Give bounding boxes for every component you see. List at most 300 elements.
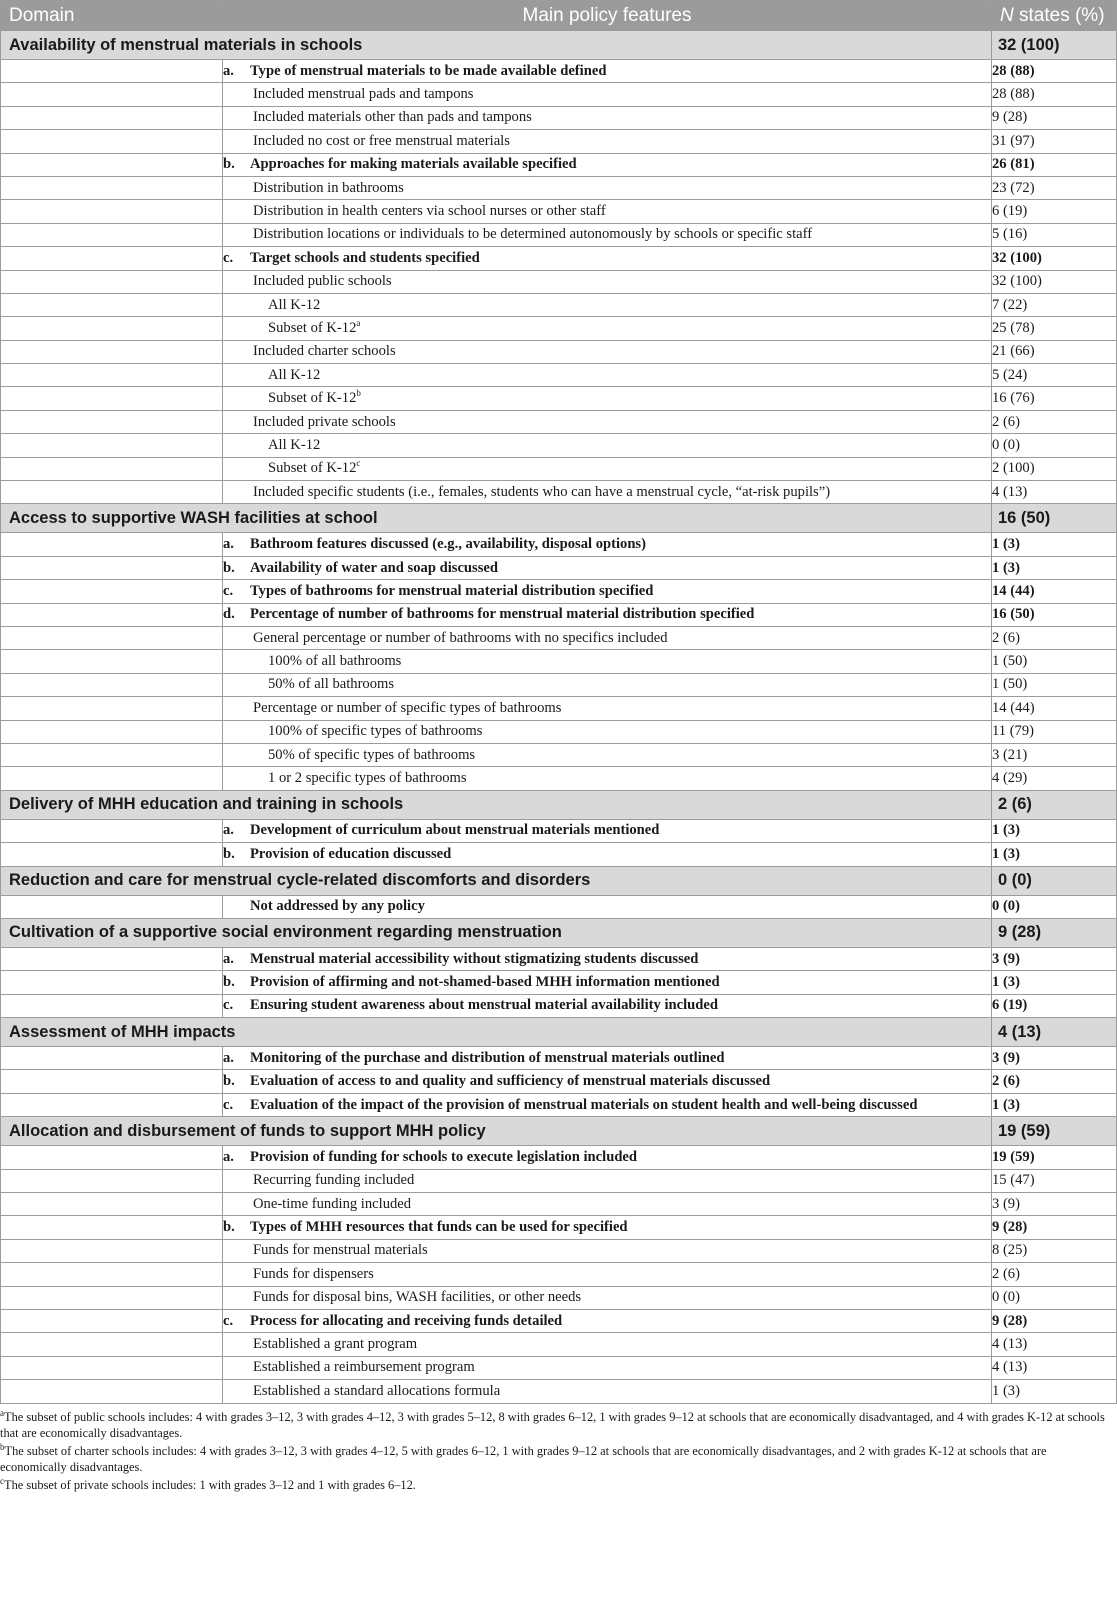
domain-cell-empty — [1, 247, 223, 270]
feature-cell — [223, 1380, 992, 1403]
feature-text: Provision of education discussed — [250, 845, 452, 862]
domain-cell-empty — [1, 720, 223, 743]
feature-row — [1, 1286, 1117, 1309]
footnote — [0, 1409, 1111, 1442]
n-states-cell: 26 (81) — [992, 153, 1117, 176]
feature-row — [1, 994, 1117, 1017]
feature-row — [1, 533, 1117, 556]
domain-cell-empty — [1, 153, 223, 176]
feature-row — [1, 819, 1117, 842]
feature-row — [1, 176, 1117, 199]
n-states-cell: 4 (13) — [992, 1333, 1117, 1356]
n-states-cell: 1 (3) — [992, 1380, 1117, 1403]
feature-row — [1, 580, 1117, 603]
feature-marker: b. — [223, 845, 235, 862]
feature-text: Type of menstrual materials to be made available defined — [250, 62, 607, 79]
domain-row — [1, 866, 1117, 895]
feature-cell — [223, 270, 992, 293]
feature-text: 50% of all bathrooms — [268, 676, 395, 693]
domain-n-states: 4 (13) — [992, 1018, 1117, 1047]
feature-row — [1, 626, 1117, 649]
domain-cell-empty — [1, 1356, 223, 1379]
domain-title: Availability of menstrual materials in schools — [1, 31, 992, 60]
feature-cell — [223, 387, 992, 410]
domain-cell-empty — [1, 533, 223, 556]
feature-marker: a. — [223, 536, 234, 553]
domain-n-states: 19 (59) — [992, 1117, 1117, 1146]
feature-text: Distribution locations or individuals to be determined autonomously by schools or specific staff — [253, 226, 813, 243]
domain-cell-empty — [1, 1380, 223, 1403]
feature-marker: c. — [223, 1096, 234, 1113]
feature-text: Subset of K-12 — [268, 460, 357, 477]
domain-cell-empty — [1, 1333, 223, 1356]
feature-text: Evaluation of the impact of the provision of menstrual materials on student health and well-being discussed — [250, 1096, 918, 1113]
feature-cell — [223, 843, 992, 866]
n-states-cell: 2 (6) — [992, 1263, 1117, 1286]
feature-row — [1, 1047, 1117, 1070]
n-states-cell: 19 (59) — [992, 1146, 1117, 1169]
domain-title: Delivery of MHH education and training in schools — [1, 790, 992, 819]
domain-cell-empty — [1, 1309, 223, 1332]
feature-marker: c. — [223, 1312, 234, 1329]
feature-cell — [223, 947, 992, 970]
footnote-ref: a — [356, 318, 361, 329]
domain-cell-empty — [1, 994, 223, 1017]
feature-text: Recurring funding included — [253, 1172, 415, 1189]
feature-row — [1, 720, 1117, 743]
footnote-mark: b — [0, 1441, 5, 1452]
feature-row — [1, 153, 1117, 176]
feature-text: Ensuring student awareness about menstrual material availability included — [250, 997, 718, 1014]
n-states-cell: 3 (9) — [992, 1193, 1117, 1216]
n-states-cell: 9 (28) — [992, 106, 1117, 129]
feature-row — [1, 1193, 1117, 1216]
feature-cell — [223, 1286, 992, 1309]
feature-text: One-time funding included — [253, 1195, 412, 1212]
domain-cell-empty — [1, 130, 223, 153]
feature-cell — [223, 697, 992, 720]
feature-text: Included charter schools — [253, 343, 396, 360]
n-states-cell: 0 (0) — [992, 895, 1117, 918]
feature-row — [1, 650, 1117, 673]
domain-cell-empty — [1, 743, 223, 766]
footnote-ref: b — [356, 388, 361, 399]
feature-text: Types of MHH resources that funds can be used for specified — [250, 1219, 628, 1236]
feature-cell — [223, 1239, 992, 1262]
feature-cell — [223, 1263, 992, 1286]
header-n-rest: states (%) — [1013, 4, 1105, 26]
domain-row — [1, 790, 1117, 819]
feature-cell — [223, 1146, 992, 1169]
feature-cell — [223, 673, 992, 696]
footnote — [0, 1477, 1111, 1494]
feature-cell — [223, 153, 992, 176]
domain-cell-empty — [1, 83, 223, 106]
n-states-cell: 2 (6) — [992, 410, 1117, 433]
feature-text: General percentage or number of bathrooms with no specifics included — [253, 629, 668, 646]
feature-text: 1 or 2 specific types of bathrooms — [268, 770, 467, 787]
feature-marker: b. — [223, 1073, 235, 1090]
feature-row — [1, 223, 1117, 246]
n-states-cell: 9 (28) — [992, 1216, 1117, 1239]
feature-text: Provision of affirming and not-shamed-based MHH information mentioned — [250, 973, 720, 990]
feature-row — [1, 83, 1117, 106]
n-states-cell: 2 (6) — [992, 626, 1117, 649]
feature-text: Included materials other than pads and tampons — [253, 109, 532, 126]
header-n-states — [992, 1, 1117, 31]
domain-cell-empty — [1, 1216, 223, 1239]
feature-marker: b. — [223, 973, 235, 990]
feature-cell — [223, 556, 992, 579]
domain-cell-empty — [1, 697, 223, 720]
domain-cell-empty — [1, 387, 223, 410]
feature-row — [1, 1263, 1117, 1286]
feature-row — [1, 1070, 1117, 1093]
feature-cell — [223, 60, 992, 83]
domain-title: Access to supportive WASH facilities at school — [1, 504, 992, 533]
feature-row — [1, 1146, 1117, 1169]
n-states-cell: 31 (97) — [992, 130, 1117, 153]
domain-cell-empty — [1, 947, 223, 970]
feature-row — [1, 410, 1117, 433]
feature-cell — [223, 743, 992, 766]
feature-cell — [223, 1309, 992, 1332]
feature-cell — [223, 580, 992, 603]
domain-cell-empty — [1, 364, 223, 387]
feature-cell — [223, 364, 992, 387]
domain-title: Cultivation of a supportive social environment regarding menstruation — [1, 918, 992, 947]
feature-text: Included public schools — [253, 273, 392, 290]
domain-title: Allocation and disbursement of funds to support MHH policy — [1, 1117, 992, 1146]
n-states-cell: 16 (50) — [992, 603, 1117, 626]
domain-cell-empty — [1, 434, 223, 457]
feature-row — [1, 1356, 1117, 1379]
domain-cell-empty — [1, 819, 223, 842]
feature-row — [1, 673, 1117, 696]
domain-cell-empty — [1, 580, 223, 603]
n-states-cell: 1 (3) — [992, 556, 1117, 579]
feature-row — [1, 317, 1117, 340]
feature-cell — [223, 434, 992, 457]
feature-text: 50% of specific types of bathrooms — [268, 746, 476, 763]
feature-cell — [223, 626, 992, 649]
feature-text: Not addressed by any policy — [250, 898, 425, 915]
feature-text: Funds for disposal bins, WASH facilities, or other needs — [253, 1289, 582, 1306]
feature-text: Established a reimbursement program — [253, 1359, 475, 1376]
n-states-cell: 0 (0) — [992, 1286, 1117, 1309]
n-states-cell: 16 (76) — [992, 387, 1117, 410]
domain-row — [1, 1018, 1117, 1047]
feature-text: Bathroom features discussed (e.g., availability, disposal options) — [250, 536, 646, 553]
feature-text: 100% of all bathrooms — [268, 653, 402, 670]
feature-text: Types of bathrooms for menstrual material distribution specified — [250, 582, 654, 599]
feature-cell — [223, 1356, 992, 1379]
feature-row — [1, 1093, 1117, 1116]
feature-text: 100% of specific types of bathrooms — [268, 723, 483, 740]
feature-cell — [223, 106, 992, 129]
domain-n-states: 0 (0) — [992, 866, 1117, 895]
n-states-cell: 3 (9) — [992, 947, 1117, 970]
n-states-cell: 28 (88) — [992, 60, 1117, 83]
feature-marker: a. — [223, 62, 234, 79]
n-states-cell: 14 (44) — [992, 580, 1117, 603]
feature-row — [1, 947, 1117, 970]
feature-text: Availability of water and soap discussed — [250, 559, 498, 576]
feature-cell — [223, 1333, 992, 1356]
feature-row — [1, 971, 1117, 994]
domain-cell-empty — [1, 1146, 223, 1169]
domain-cell-empty — [1, 1070, 223, 1093]
feature-cell — [223, 176, 992, 199]
feature-cell — [223, 83, 992, 106]
feature-marker: b. — [223, 156, 235, 173]
n-states-cell: 1 (50) — [992, 650, 1117, 673]
domain-cell-empty — [1, 843, 223, 866]
feature-marker: c. — [223, 582, 234, 599]
domain-n-states: 32 (100) — [992, 31, 1117, 60]
feature-text: Evaluation of access to and quality and sufficiency of menstrual materials discussed — [250, 1073, 771, 1090]
domain-row — [1, 918, 1117, 947]
n-states-cell: 4 (29) — [992, 767, 1117, 790]
feature-text: Funds for menstrual materials — [253, 1242, 428, 1259]
feature-cell — [223, 720, 992, 743]
feature-marker: a. — [223, 822, 234, 839]
feature-row — [1, 60, 1117, 83]
domain-cell-empty — [1, 1047, 223, 1070]
domain-cell-empty — [1, 457, 223, 480]
n-states-cell: 1 (3) — [992, 533, 1117, 556]
feature-cell — [223, 1216, 992, 1239]
feature-cell — [223, 819, 992, 842]
feature-text: Provision of funding for schools to execute legislation included — [250, 1148, 638, 1165]
n-states-cell: 9 (28) — [992, 1309, 1117, 1332]
n-states-cell: 15 (47) — [992, 1169, 1117, 1192]
feature-text: Subset of K-12 — [268, 319, 357, 336]
footnote — [0, 1443, 1111, 1476]
feature-cell — [223, 767, 992, 790]
feature-cell — [223, 317, 992, 340]
feature-cell — [223, 247, 992, 270]
n-states-cell: 5 (16) — [992, 223, 1117, 246]
domain-n-states: 9 (28) — [992, 918, 1117, 947]
feature-marker: a. — [223, 1148, 234, 1165]
feature-text: Development of curriculum about menstrual materials mentioned — [250, 822, 660, 839]
feature-marker: a. — [223, 1049, 234, 1066]
footnote-text: The subset of public schools includes: 4 with grades 3–12, 3 with grades 4–12, 3 with grades 5–12, 8 with grades 6–12, 1 with grades 9–12 at schools that are economically disadvantaged, and 4 with grades K-12 at schools that are economically disadvantages. — [0, 1409, 1105, 1441]
domain-cell-empty — [1, 293, 223, 316]
feature-cell — [223, 895, 992, 918]
feature-text: Included specific students (i.e., females, students who can have a menstrual cycle, “at-risk pupils”) — [253, 483, 831, 500]
footnote-mark: c — [0, 1475, 4, 1486]
domain-cell-empty — [1, 340, 223, 363]
feature-row — [1, 603, 1117, 626]
n-states-cell: 0 (0) — [992, 434, 1117, 457]
n-states-cell: 32 (100) — [992, 270, 1117, 293]
feature-cell — [223, 200, 992, 223]
feature-cell — [223, 971, 992, 994]
domain-title: Assessment of MHH impacts — [1, 1018, 992, 1047]
n-states-cell: 7 (22) — [992, 293, 1117, 316]
header-domain: Domain — [1, 1, 223, 31]
domain-cell-empty — [1, 481, 223, 504]
feature-text: Included private schools — [253, 413, 396, 430]
feature-marker: c. — [223, 249, 234, 266]
feature-row — [1, 697, 1117, 720]
n-states-cell: 6 (19) — [992, 200, 1117, 223]
feature-text: Included menstrual pads and tampons — [253, 86, 474, 103]
feature-text: Distribution in health centers via school nurses or other staff — [253, 203, 606, 220]
feature-text: Monitoring of the purchase and distribution of menstrual materials outlined — [250, 1049, 725, 1066]
feature-cell — [223, 533, 992, 556]
feature-cell — [223, 410, 992, 433]
table-header-row — [1, 1, 1117, 31]
domain-cell-empty — [1, 410, 223, 433]
feature-marker: c. — [223, 997, 234, 1014]
footnote-text: The subset of private schools includes: 1 with grades 3–12 and 1 with grades 6–12. — [4, 1477, 416, 1492]
feature-row — [1, 1309, 1117, 1332]
n-states-cell: 1 (50) — [992, 673, 1117, 696]
n-states-cell: 3 (9) — [992, 1047, 1117, 1070]
domain-cell-empty — [1, 1239, 223, 1262]
n-states-cell: 8 (25) — [992, 1239, 1117, 1262]
feature-marker: d. — [223, 606, 235, 623]
n-states-cell: 3 (21) — [992, 743, 1117, 766]
header-main-policy-features: Main policy features — [223, 1, 992, 31]
table-body — [1, 31, 1117, 1404]
feature-text: Target schools and students specified — [250, 249, 480, 266]
feature-row — [1, 130, 1117, 153]
n-states-cell: 23 (72) — [992, 176, 1117, 199]
n-states-cell: 5 (24) — [992, 364, 1117, 387]
domain-n-states: 2 (6) — [992, 790, 1117, 819]
feature-text: Established a grant program — [253, 1336, 418, 1353]
footnote-text: The subset of charter schools includes: 4 with grades 3–12, 3 with grades 4–12, 5 with grades 6–12, 1 with grades 9–12 at schools that are economically disadvantages, and 2 with grades K-12 at schools that are economically disadvantages. — [0, 1443, 1047, 1475]
feature-marker: b. — [223, 1219, 235, 1236]
feature-row — [1, 1169, 1117, 1192]
feature-cell — [223, 457, 992, 480]
domain-cell-empty — [1, 1169, 223, 1192]
feature-row — [1, 364, 1117, 387]
feature-cell — [223, 650, 992, 673]
domain-cell-empty — [1, 200, 223, 223]
feature-text: Percentage or number of specific types of bathrooms — [253, 699, 562, 716]
n-states-cell: 11 (79) — [992, 720, 1117, 743]
domain-cell-empty — [1, 1286, 223, 1309]
table-footnotes — [0, 1404, 1117, 1494]
feature-cell — [223, 603, 992, 626]
domain-cell-empty — [1, 176, 223, 199]
feature-cell — [223, 340, 992, 363]
feature-row — [1, 200, 1117, 223]
n-states-cell: 14 (44) — [992, 697, 1117, 720]
n-states-cell: 2 (100) — [992, 457, 1117, 480]
n-states-cell: 1 (3) — [992, 971, 1117, 994]
feature-text: Distribution in bathrooms — [253, 179, 404, 196]
n-states-cell: 2 (6) — [992, 1070, 1117, 1093]
feature-row — [1, 556, 1117, 579]
feature-row — [1, 247, 1117, 270]
feature-text: Funds for dispensers — [253, 1265, 374, 1282]
feature-row — [1, 743, 1117, 766]
feature-row — [1, 481, 1117, 504]
n-states-cell: 1 (3) — [992, 1093, 1117, 1116]
domain-cell-empty — [1, 1093, 223, 1116]
feature-marker: b. — [223, 559, 235, 576]
feature-row — [1, 767, 1117, 790]
feature-text: Process for allocating and receiving funds detailed — [250, 1312, 563, 1329]
feature-row — [1, 895, 1117, 918]
domain-cell-empty — [1, 270, 223, 293]
n-states-cell: 28 (88) — [992, 83, 1117, 106]
n-states-cell: 1 (3) — [992, 819, 1117, 842]
feature-text: Included no cost or free menstrual materials — [253, 132, 510, 149]
feature-row — [1, 843, 1117, 866]
domain-row — [1, 1117, 1117, 1146]
domain-cell-empty — [1, 767, 223, 790]
domain-cell-empty — [1, 223, 223, 246]
domain-cell-empty — [1, 626, 223, 649]
domain-row — [1, 504, 1117, 533]
n-states-cell: 25 (78) — [992, 317, 1117, 340]
feature-cell — [223, 1093, 992, 1116]
feature-cell — [223, 1070, 992, 1093]
feature-text: All K-12 — [268, 296, 321, 313]
feature-cell — [223, 994, 992, 1017]
feature-row — [1, 270, 1117, 293]
feature-marker: a. — [223, 950, 234, 967]
domain-cell-empty — [1, 556, 223, 579]
domain-cell-empty — [1, 106, 223, 129]
domain-cell-empty — [1, 60, 223, 83]
footnote-ref: c — [356, 458, 361, 469]
feature-row — [1, 434, 1117, 457]
n-states-cell: 4 (13) — [992, 1356, 1117, 1379]
domain-n-states: 16 (50) — [992, 504, 1117, 533]
domain-cell-empty — [1, 1193, 223, 1216]
footnote-mark: a — [0, 1407, 4, 1418]
domain-cell-empty — [1, 895, 223, 918]
feature-row — [1, 1239, 1117, 1262]
feature-text: Subset of K-12 — [268, 390, 357, 407]
n-states-cell: 4 (13) — [992, 481, 1117, 504]
feature-row — [1, 1333, 1117, 1356]
domain-cell-empty — [1, 971, 223, 994]
feature-text: Menstrual material accessibility without stigmatizing students discussed — [250, 950, 699, 967]
feature-text: Percentage of number of bathrooms for menstrual material distribution specified — [250, 606, 755, 623]
feature-row — [1, 106, 1117, 129]
n-states-cell: 32 (100) — [992, 247, 1117, 270]
feature-cell — [223, 130, 992, 153]
feature-row — [1, 457, 1117, 480]
domain-cell-empty — [1, 650, 223, 673]
feature-cell — [223, 1193, 992, 1216]
feature-text: All K-12 — [268, 366, 321, 383]
feature-text: Approaches for making materials available specified — [250, 156, 577, 173]
n-states-cell: 21 (66) — [992, 340, 1117, 363]
domain-title: Reduction and care for menstrual cycle-related discomforts and disorders — [1, 866, 992, 895]
feature-cell — [223, 223, 992, 246]
feature-cell — [223, 481, 992, 504]
feature-row — [1, 340, 1117, 363]
feature-cell — [223, 293, 992, 316]
n-states-cell: 6 (19) — [992, 994, 1117, 1017]
n-states-cell: 1 (3) — [992, 843, 1117, 866]
domain-row — [1, 31, 1117, 60]
feature-text: Established a standard allocations formula — [253, 1382, 501, 1399]
feature-row — [1, 1216, 1117, 1239]
feature-text: All K-12 — [268, 436, 321, 453]
feature-row — [1, 387, 1117, 410]
